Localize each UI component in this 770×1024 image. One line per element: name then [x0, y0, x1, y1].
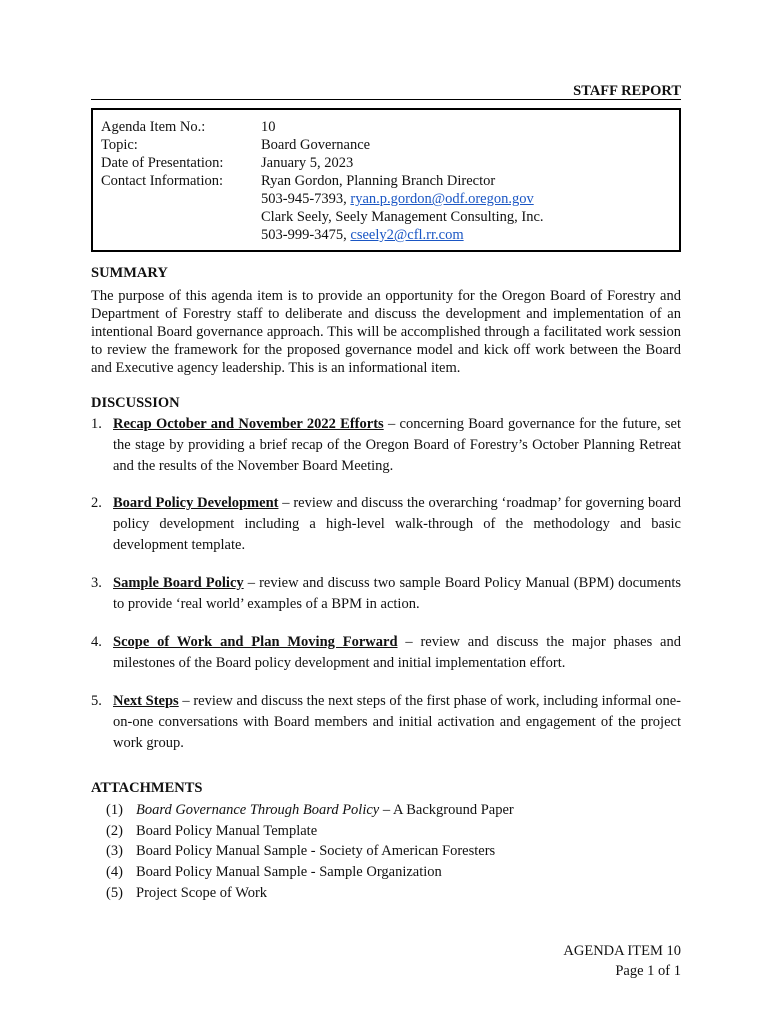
- discussion-item-lead: Sample Board Policy: [113, 575, 244, 591]
- discussion-item-number: 5.: [91, 693, 102, 709]
- date-value: January 5, 2023: [261, 155, 354, 171]
- attachment-item: [106, 801, 514, 819]
- topic-value: Board Governance: [261, 137, 371, 153]
- discussion-item-lead: Next Steps: [113, 693, 179, 709]
- summary-heading: SUMMARY: [91, 265, 168, 281]
- report-title: STAFF REPORT: [573, 83, 681, 99]
- contact-2-phone: 503-999-3475,: [261, 227, 351, 243]
- contact-1-line: [261, 190, 534, 208]
- contact-1-phone: 503-945-7393,: [261, 191, 351, 207]
- contact-label: Contact Information:: [101, 173, 224, 189]
- agenda-value: 10: [261, 119, 276, 135]
- discussion-item-lead: Scope of Work and Plan Moving Forward: [113, 634, 398, 650]
- discussion-item-number: 3.: [91, 575, 102, 591]
- discussion-item-text: [113, 414, 681, 477]
- discussion-item-body: – review and discuss the major phases and milestones of the Board policy development and initial implementation effort.: [113, 634, 681, 671]
- attachment-italic-title: Board Governance Through Board Policy: [136, 802, 380, 818]
- discussion-item-text: [113, 493, 681, 556]
- summary-text: The purpose of this agenda item is to provide an opportunity for the Oregon Board of Forestry and Department of Forestry staff to deliberate and discuss the development and implementation of an intentional Board governance approach. This will be accomplished through a facilitated work session to review the framework for the proposed governance model and kick off work between the Board and Executive agency leadership. This is an informational item.: [91, 288, 681, 376]
- contact-1-name: Ryan Gordon, Planning Branch Director: [261, 173, 496, 189]
- footer-agenda-item: AGENDA ITEM 10: [563, 943, 681, 959]
- discussion-item-body: – review and discuss two sample Board Policy Manual (BPM) documents to provide ‘real world’ examples of a BPM in action.: [113, 575, 681, 612]
- info-box: [91, 108, 681, 252]
- contact-2-line: [261, 226, 464, 244]
- discussion-item-body: – concerning Board governance for the future, set the stage by providing a brief recap of the Oregon Board of Forestry’s October Planning Retreat and the results of the November Board Meeting.: [113, 416, 681, 474]
- discussion-heading: DISCUSSION: [91, 395, 180, 411]
- discussion-item-lead: Board Policy Development: [113, 495, 279, 511]
- attachment-number: (3): [106, 843, 123, 859]
- discussion-item-body: – review and discuss the overarching ‘roadmap’ for governing board policy development including a high-level walk-through of the methodology and basic development template.: [113, 495, 681, 553]
- attachment-number: (1): [106, 802, 123, 818]
- attachment-item: [106, 842, 495, 860]
- attachment-text: Project Scope of Work: [136, 885, 268, 901]
- attachment-item: [106, 863, 442, 881]
- contact-2-email-link[interactable]: cseely2@cfl.rr.com: [350, 227, 464, 243]
- attachment-text: Board Policy Manual Template: [136, 823, 318, 839]
- date-label: Date of Presentation:: [101, 155, 224, 171]
- agenda-label: Agenda Item No.:: [101, 119, 206, 135]
- discussion-item-text: [113, 573, 681, 615]
- footer-page-number: Page 1 of 1: [615, 963, 681, 979]
- discussion-item-text: [113, 691, 681, 754]
- attachment-number: (2): [106, 823, 123, 839]
- attachments-heading: ATTACHMENTS: [91, 780, 203, 796]
- contact-2-name: Clark Seely, Seely Management Consulting, Inc.: [261, 209, 544, 225]
- attachment-number: (4): [106, 864, 123, 880]
- attachment-item: [106, 884, 267, 902]
- attachment-text: – A Background Paper: [379, 802, 514, 818]
- discussion-item-number: 4.: [91, 634, 102, 650]
- title-rule: [91, 99, 681, 100]
- discussion-item-number: 1.: [91, 416, 102, 432]
- contact-1-email-link[interactable]: ryan.p.gordon@odf.oregon.gov: [350, 191, 534, 207]
- attachment-item: [106, 822, 317, 840]
- topic-label: Topic:: [101, 137, 138, 153]
- discussion-item-lead: Recap October and November 2022 Efforts: [113, 416, 384, 432]
- discussion-item-number: 2.: [91, 495, 102, 511]
- attachment-number: (5): [106, 885, 123, 901]
- attachment-text: Board Policy Manual Sample - Sample Organization: [136, 864, 442, 880]
- discussion-item-text: [113, 632, 681, 674]
- discussion-item-body: – review and discuss the next steps of the first phase of work, including informal one-on-one conversations with Board members and initial activation and engagement of the project work group.: [113, 693, 682, 751]
- attachment-text: Board Policy Manual Sample - Society of American Foresters: [136, 843, 496, 859]
